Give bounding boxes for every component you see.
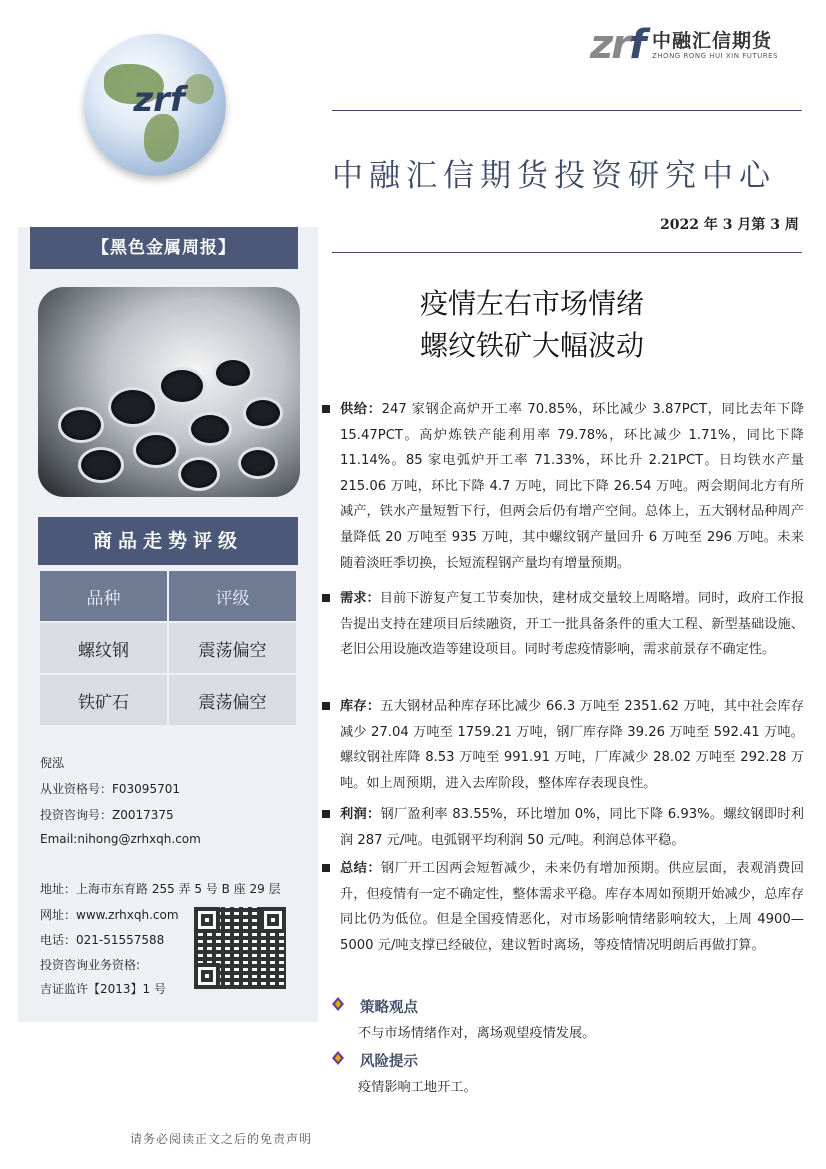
qr-code-icon [194,907,286,989]
rating-table [38,569,298,727]
company-address: 地址：上海市东育路 255 弄 5 号 B 座 29 层 [40,882,281,896]
globe-logo [84,34,226,176]
rating-header-item: 品种 [40,571,167,621]
headline-line-1: 疫情左右市场情绪 [419,287,644,320]
company-website[interactable]: 网址：www.zrhxqh.com [40,908,179,922]
section-text: 目前下游复产复工节奏加快，建材成交量较上周略增。同时，政府工作报告提出支持在建项目后续融资，开工一批具备条件的重大工程、新型基础设施、老旧公用设施改造等建设项目。同时考虑疫情影响，需求前景存不确定性。 [340,591,805,658]
analyst-email[interactable]: Email:nihong@zrhxqh.com [40,832,201,846]
section-label: 需求： [340,591,380,606]
diamond-bullet-icon [330,1050,346,1066]
bullet-icon [322,594,330,602]
rating-value: 震荡偏空 [169,623,296,673]
section-label: 总结： [340,861,381,876]
brand-name-en: ZHONG RONG HUI XIN FUTURES [652,52,778,60]
bullet-icon [322,864,330,872]
strategy-heading: 策略观点 [360,1000,418,1016]
analyst-license: 从业资格号：F03095701 [40,782,180,796]
qualification-label: 投资咨询业务资格: [40,958,141,972]
brand-name-cn: 中融汇信期货 [652,30,773,52]
section-text: 247 家钢企高炉开工率 70.85%，环比减少 3.87PCT，同比去年下降 15.47PCT。高炉炼铁产能利用率 79.78%，环比减少 1.71%，同比下降 11.14%。85 家电弧炉开工率 71.33%，环比升 2.21PCT。日均铁水产量 215.06 万吨，环比下降 4.7 万吨，同比下降 26.54 万吨。两会期间北方有所减产，铁水产量短暂下行，但两会后仍有增产空间。总体上，五大钢材品种周产量降低 20 万吨至 935 万吨，其中螺纹钢产量回升 6 万吨至 296 万吨。未来随着淡旺季切换，长短流程钢产量均有增量预期。 [340,402,805,571]
section-label: 库存： [340,699,381,714]
bullet-icon [322,405,330,413]
section-demand [340,586,804,663]
analyst-name: 倪泓 [40,756,65,770]
rating-item: 铁矿石 [40,675,167,725]
section-text: 钢厂盈利率 83.55%，环比增加 0%，同比下降 6.93%。螺纹钢即时利润 287 元/吨。电弧钢平均利润 50 元/吨。利润总体平稳。 [340,807,804,848]
section-label: 供给： [340,402,382,417]
risk-text: 疫情影响工地开工。 [358,1080,477,1095]
permit-number: 吉证监许【2013】1 号 [40,982,166,996]
section-summary [340,856,804,958]
section-supply [340,397,804,576]
issue-date: 2022 年 3 月第 3 周 [660,217,799,233]
rating-header-rating: 评级 [169,571,296,621]
section-inventory [340,694,804,796]
disclaimer-footer[interactable]: 请务必阅读正文之后的免责声明 [130,1132,313,1146]
company-phone: 电话：021-51557588 [40,933,165,947]
strategy-text: 不与市场情绪作对，离场观望疫情发展。 [358,1026,596,1041]
section-text: 五大钢材品种库存环比减少 66.3 万吨至 2351.62 万吨，其中社会库存减少 27.04 万吨至 1759.21 万吨，钢厂库存降 39.26 万吨至 592.41 万吨。螺纹钢社库降 8.53 万吨至 991.91 万吨，厂库减少 28.02 万吨至 292.28 万吨。如上周预期，进入去库阶段，整体库存表现良性。 [340,699,804,791]
rating-value: 震荡偏空 [169,675,296,725]
risk-heading: 风险提示 [360,1054,418,1070]
report-type-tag: 【黑色金属周报】 [30,227,298,269]
table-row [40,623,296,673]
table-row [40,675,296,725]
org-title: 中融汇信期货投资研究中心 [332,158,776,194]
globe-logo-text: zrf [133,80,185,120]
headline-line-2: 螺纹铁矿大幅波动 [419,329,644,362]
header-rule-bottom [332,252,802,253]
section-profit [340,802,804,853]
rating-title: 商品走势评级 [38,517,298,565]
section-label: 利润： [340,807,381,822]
steel-pipes-image [38,287,300,497]
header-rule-top [332,110,802,111]
section-text: 钢厂开工因两会短暂减少，未来仍有增加预期。供应层面，表观消费回升，但疫情有一定不确定性，整体需求平稳。库存本周如预期开始减少，总库存同比仍为低位。但是全国疫情恶化，对市场影响情绪影响较大，上周 4900—5000 元/吨支撑已经破位，建议暂时离场，等疫情情况明朗后再做打算。 [340,861,804,953]
rating-item: 螺纹钢 [40,623,167,673]
diamond-bullet-icon [330,996,346,1012]
analyst-advisory-number: 投资咨询号：Z0017375 [40,808,174,822]
bullet-icon [322,810,330,818]
brand-logo-mark: zrf [590,22,645,68]
bullet-icon [322,702,330,710]
